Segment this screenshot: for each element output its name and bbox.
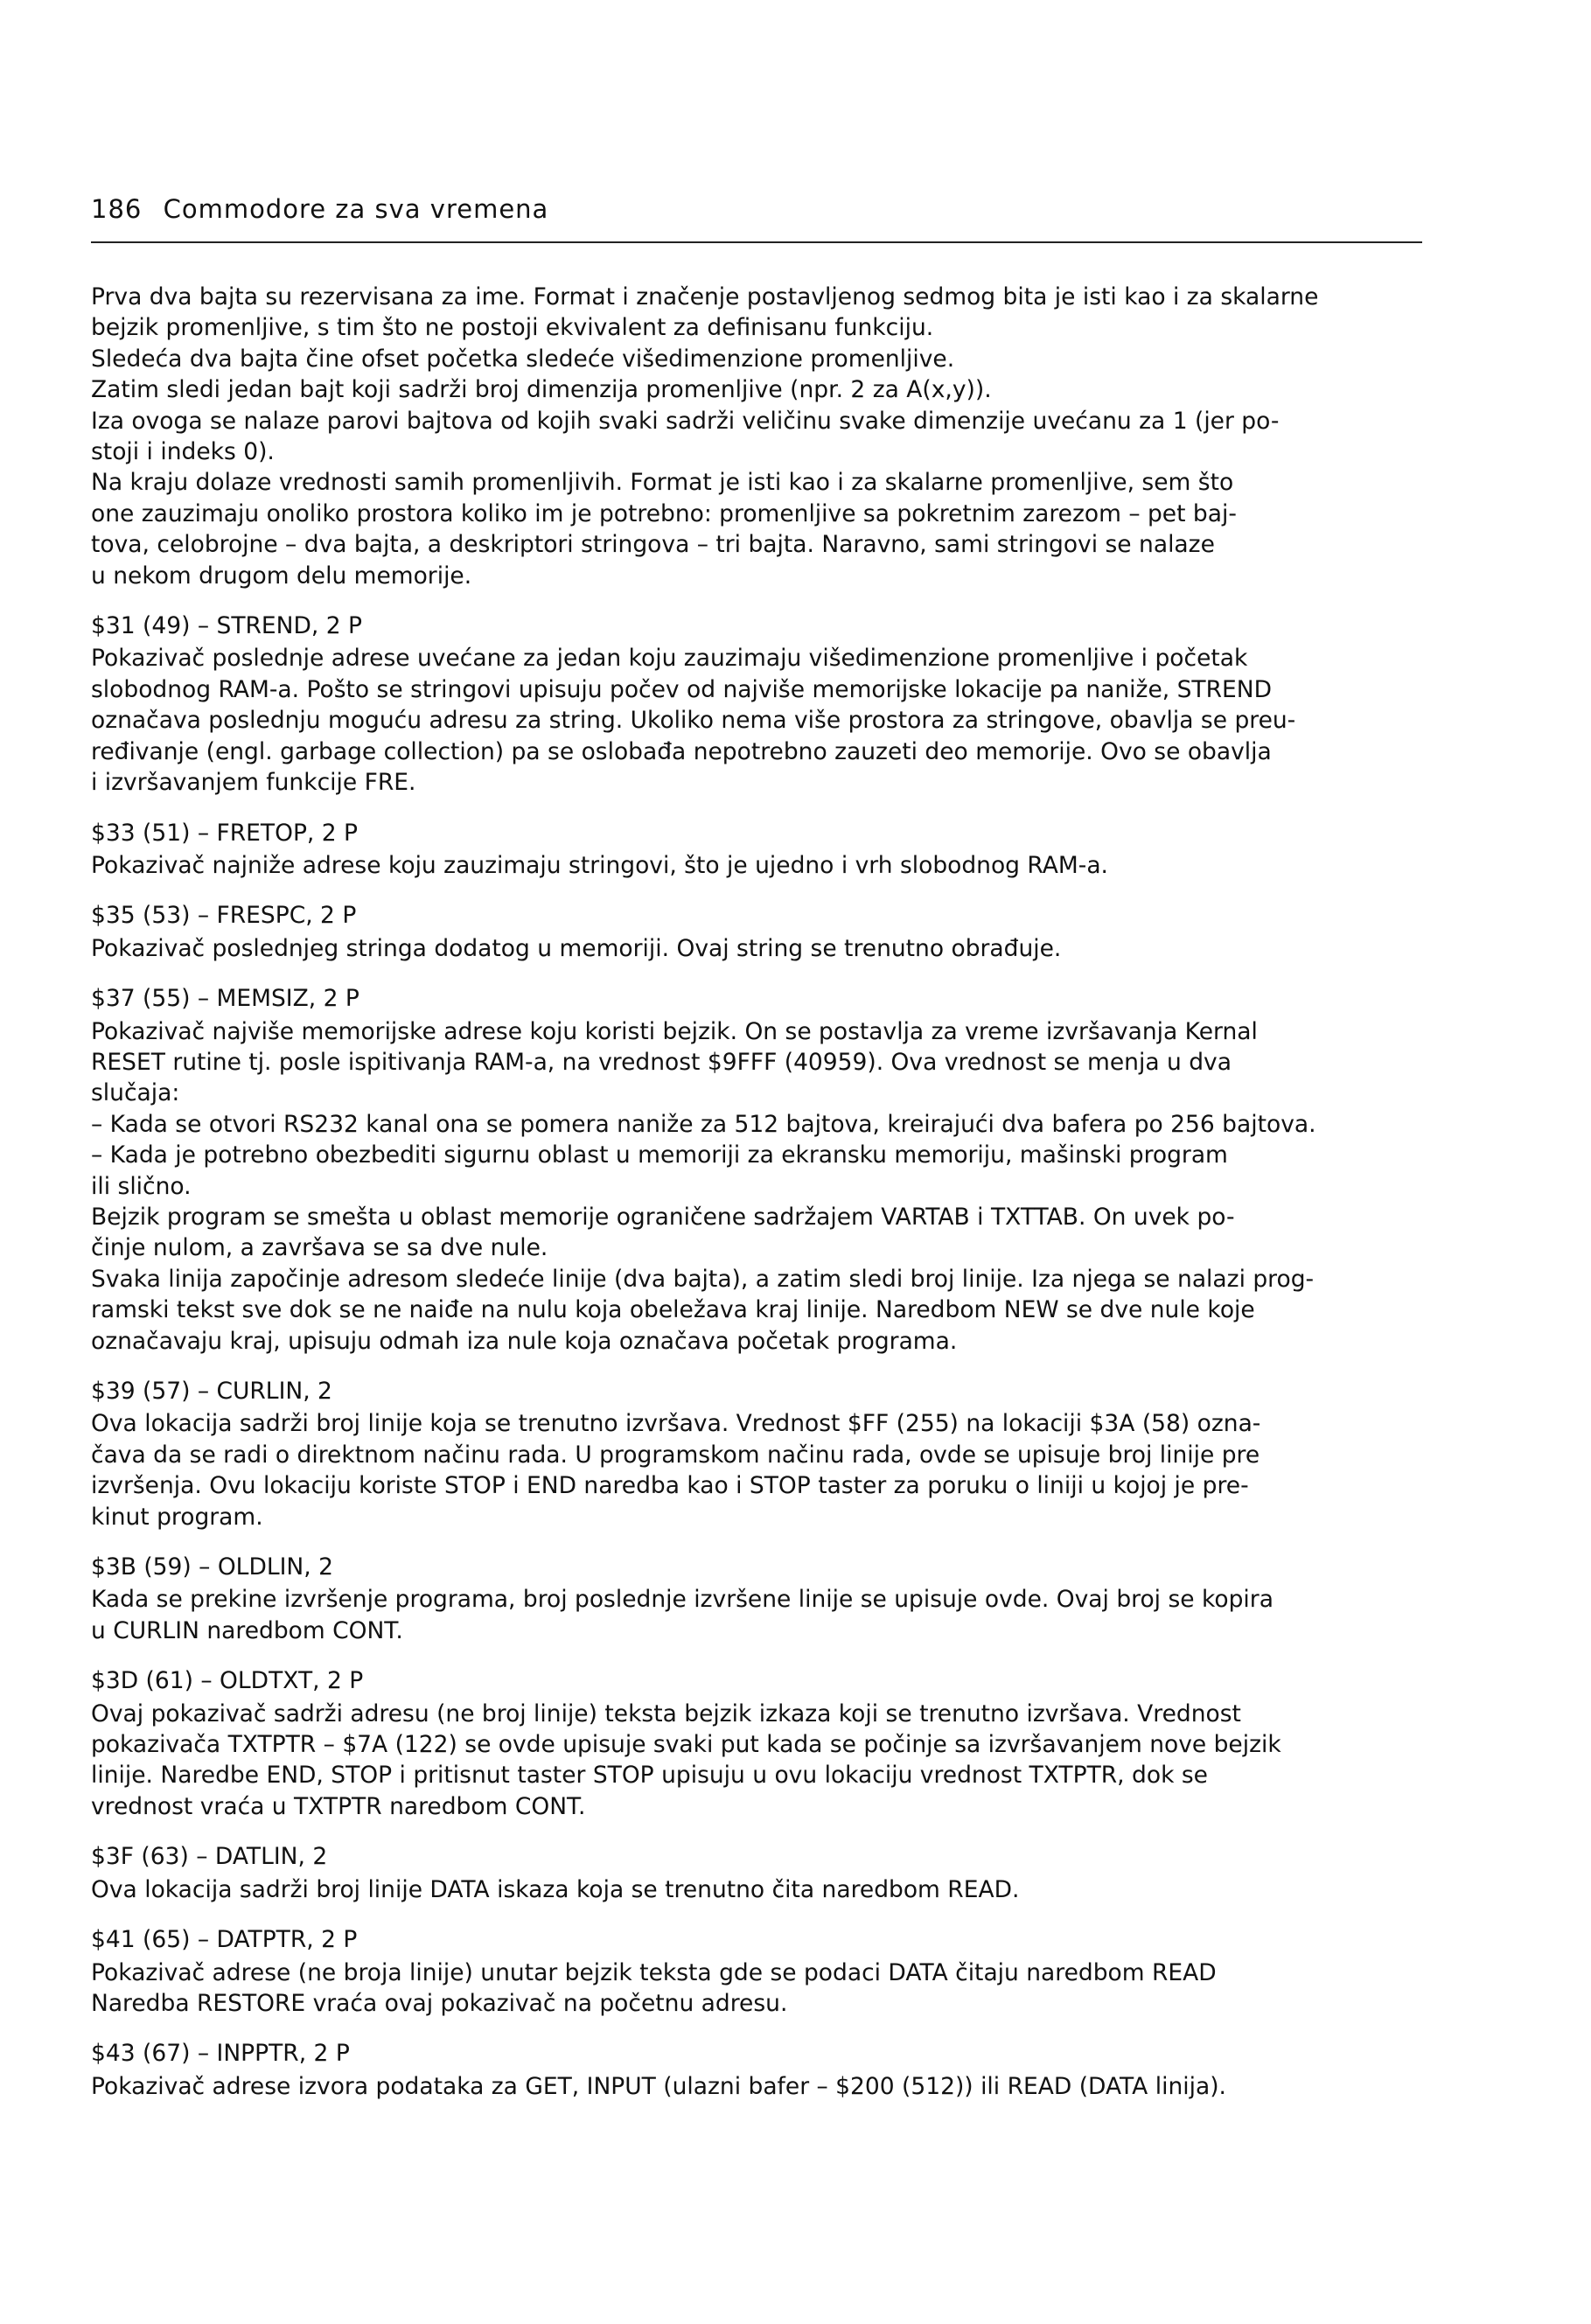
text-line: ramski tekst sve dok se ne naiđe na nulu koja obeležava kraj linije. Naredbom NEW se dve nule koje — [91, 1296, 1255, 1324]
entry-heading: $43 (67) – INPPTR, 2 P — [91, 2040, 350, 2068]
text-line: RESET rutine tj. posle ispitivanja RAM-a, na vrednost $9FFF (40959). Ova vrednost se menja u dva — [91, 1048, 1232, 1076]
entry-datptr — [91, 1924, 1429, 2019]
text-line: Na kraju dolaze vrednosti samih promenljivih. Format je isti kao i za skalarne promenljive, sem što — [91, 469, 1234, 497]
entry-heading: $31 (49) – STREND, 2 P — [91, 612, 363, 640]
text-line: linije. Naredbe END, STOP i pritisnut taster STOP upisuju u ovu lokaciju vrednost TXTPTR, dok se — [91, 1762, 1208, 1790]
text-line: – Kada se otvori RS232 kanal ona se pomera naniže za 512 bajtova, kreirajući dva bafera po 256 bajtova. — [91, 1110, 1316, 1138]
entry-frespc — [91, 900, 1429, 964]
text-line: slučaja: — [91, 1079, 180, 1107]
text-body — [91, 282, 1429, 2102]
entry-memsiz — [91, 983, 1429, 1357]
text-line: izvršenja. Ovu lokaciju koriste STOP i END naredba kao i STOP taster za poruku o liniji u kojoj je pre- — [91, 1472, 1249, 1500]
entry-oldtxt — [91, 1665, 1429, 1822]
text-line: Ovaj pokazivač sadrži adresu (ne broj linije) teksta bejzik izkaza koji se trenutno izvršava. Vrednost — [91, 1699, 1241, 1727]
entry-heading: $33 (51) – FRETOP, 2 P — [91, 819, 359, 847]
text-line: označavaju kraj, upisuju odmah iza nule koja označava početak programa. — [91, 1327, 958, 1355]
text-line: čava da se radi o direktnom načinu rada. U programskom načinu rada, ovde se upisuje broj linije pre — [91, 1441, 1260, 1469]
entry-heading: $35 (53) – FRESPC, 2 P — [91, 902, 357, 930]
text-line: činje nulom, a završava se sa dve nule. — [91, 1234, 548, 1262]
text-line: u nekom drugom delu memorije. — [91, 562, 472, 590]
text-line: Bejzik program se smešta u oblast memorije ograničene sadržajem VARTAB i TXTTAB. On uvek po- — [91, 1203, 1235, 1231]
entry-heading: $3D (61) – OLDTXT, 2 P — [91, 1667, 364, 1695]
intro-paragraph — [91, 282, 1429, 591]
book-title: Commodore za sva vremena — [163, 194, 549, 224]
text-line: slobodnog RAM-a. Pošto se stringovi upisuju počev od najviše memorijske lokacije pa naniže, STREND — [91, 675, 1272, 703]
entry-datlin — [91, 1841, 1429, 1905]
entry-curlin — [91, 1376, 1429, 1532]
text-line: tova, celobrojne – dva bajta, a deskriptori stringova – tri bajta. Naravno, sami stringovi se nalaze — [91, 531, 1215, 559]
entry-strend — [91, 611, 1429, 798]
text-line: Sledeća dva bajta čine ofset početka sledeće višedimenzione promenljive. — [91, 345, 955, 373]
entry-heading: $39 (57) – CURLIN, 2 — [91, 1378, 332, 1405]
text-line: bejzik promenljive, s tim što ne postoji ekvivalent za definisanu funkciju. — [91, 314, 934, 342]
running-header — [91, 194, 548, 224]
text-line: i izvršavanjem funkcije FRE. — [91, 769, 416, 797]
entry-oldlin — [91, 1552, 1429, 1646]
entry-heading: $37 (55) – MEMSIZ, 2 P — [91, 985, 359, 1013]
text-line: ili slično. — [91, 1172, 192, 1200]
text-line: Prva dva bajta su rezervisana za ime. Format i značenje postavljenog sedmog bita je isti kao i za skalarne — [91, 283, 1319, 311]
text-line: pokazivača TXTPTR – $7A (122) se ovde upisuje svaki put kada se počinje sa izvršavanjem nove bejzik — [91, 1731, 1281, 1759]
text-line: Iza ovoga se nalaze parovi bajtova od kojih svaki sadrži veličinu svake dimenzije uvećanu za 1 (jer po- — [91, 407, 1280, 435]
header-rule — [91, 241, 1422, 243]
entry-fretop — [91, 818, 1429, 882]
text-line: Pokazivač poslednjeg stringa dodatog u memoriji. Ovaj string se trenutno obrađuje. — [91, 934, 1062, 962]
page-number: 186 — [91, 194, 143, 224]
text-line: – Kada je potrebno obezbediti sigurnu oblast u memoriji za ekransku memoriju, mašinski program — [91, 1141, 1228, 1169]
text-line: Pokazivač adrese izvora podataka za GET, INPUT (ulazni bafer – $200 (512)) ili READ (DATA linija). — [91, 2072, 1226, 2100]
text-line: Pokazivač najniže adrese koju zauzimaju stringovi, što je ujedno i vrh slobodnog RAM-a. — [91, 851, 1108, 879]
text-line: stoji i indeks 0). — [91, 438, 275, 466]
text-line: Pokazivač najviše memorijske adrese koju koristi bejzik. On se postavlja za vreme izvršavanja Kernal — [91, 1017, 1258, 1045]
text-line: označava poslednju moguću adresu za string. Ukoliko nema više prostora za stringove, obavlja se preu- — [91, 707, 1296, 735]
text-line: Naredba RESTORE vraća ovaj pokazivač na početnu adresu. — [91, 1989, 788, 2017]
text-line: kinut program. — [91, 1503, 263, 1531]
entry-inpptr — [91, 2038, 1429, 2102]
text-line: one zauzimaju onoliko prostora koliko im je potrebno: promenljive sa pokretnim zarezom – pet baj- — [91, 499, 1237, 527]
text-line: Kada se prekine izvršenje programa, broj poslednje izvršene linije se upisuje ovde. Ovaj broj se kopira — [91, 1586, 1273, 1614]
text-line: Pokazivač poslednje adrese uvećane za jedan koju zauzimaju višedimenzione promenljive i početak — [91, 645, 1248, 673]
text-line: u CURLIN naredbom CONT. — [91, 1616, 403, 1644]
text-line: Ova lokacija sadrži broj linije DATA iskaza koja se trenutno čita naredbom READ. — [91, 1875, 1020, 1903]
text-line: Ova lokacija sadrži broj linije koja se trenutno izvršava. Vrednost $FF (255) na lokaciji $3A (58) ozna- — [91, 1410, 1261, 1438]
text-line: Zatim sledi jedan bajt koji sadrži broj dimenzija promenljive (npr. 2 za A(x,y)). — [91, 376, 992, 404]
text-line: Svaka linija započinje adresom sledeće linije (dva bajta), a zatim sledi broj linije. Iza njega se nalazi prog- — [91, 1265, 1315, 1293]
entry-heading: $41 (65) – DATPTR, 2 P — [91, 1926, 358, 1954]
entry-heading: $3B (59) – OLDLIN, 2 — [91, 1553, 333, 1581]
text-line: Pokazivač adrese (ne broja linije) unutar bejzik teksta gde se podaci DATA čitaju naredbom READ — [91, 1958, 1217, 1986]
text-line: ređivanje (engl. garbage collection) pa se oslobađa nepotrebno zauzeti deo memorije. Ovo se obavlja — [91, 737, 1272, 765]
entry-heading: $3F (63) – DATLIN, 2 — [91, 1843, 328, 1871]
text-line: vrednost vraća u TXTPTR naredbom CONT. — [91, 1792, 586, 1820]
